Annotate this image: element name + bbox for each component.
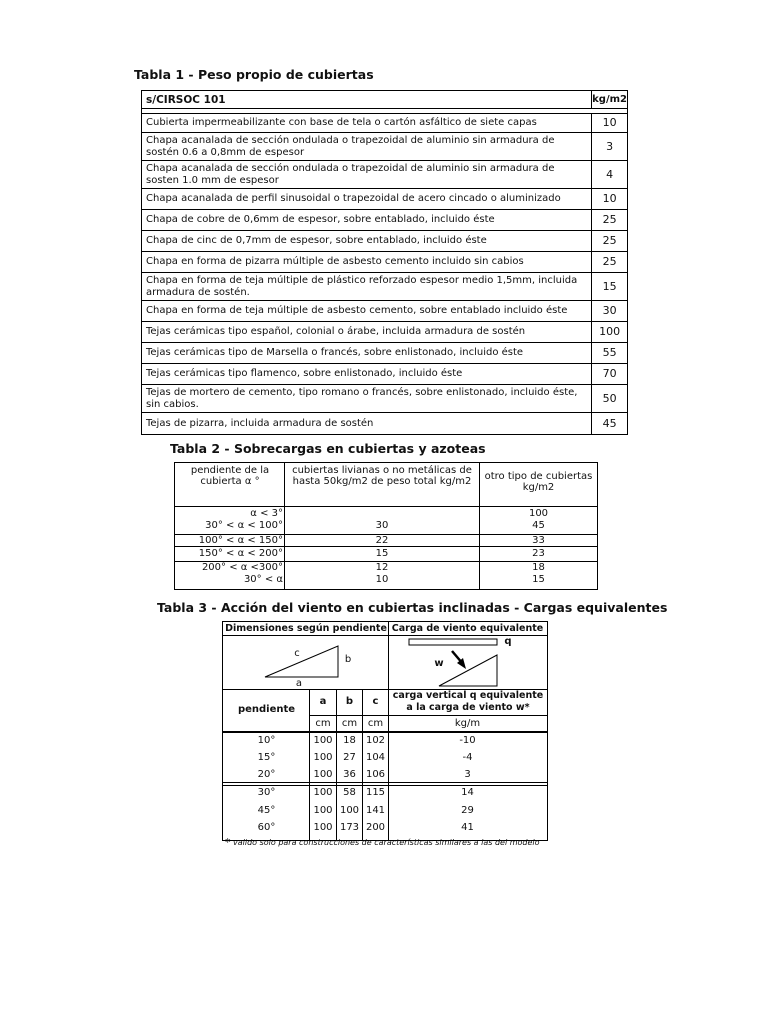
table3-c: 106 [365,769,386,780]
table3-slope: 30° [257,787,276,798]
table2-other: 45 [532,520,545,531]
table-row [142,322,628,343]
table1-desc: Tejas cerámicas tipo español, colonial o árabe, incluida armadura de sostén [142,322,592,343]
label-b: b [344,654,352,665]
table3-q: 3 [464,769,471,780]
table3-c: 141 [365,805,386,816]
table3-q: 14 [461,787,474,798]
table1-value: 55 [592,343,628,364]
table1-desc: Tejas cerámicas tipo de Marsella o francés, sobre enlistonado, incluido éste [142,343,592,364]
table3-b: 27 [343,752,356,763]
table3-left-title: Dimensiones según pendiente [225,623,387,634]
footnote-mark: * [225,836,231,849]
table2-range: 30° < α < 100° [205,520,283,531]
table-row [142,273,628,301]
table1-desc: Cubierta impermeabilizante con base de tela o cartón asfáltico de siete capas [142,114,592,133]
table3-c: 104 [365,752,386,763]
table-row [142,343,628,364]
label-w: w [434,658,444,669]
table3-title: Tabla 3 - Acción del viento en cubiertas inclinadas - Cargas equivalentes [157,600,668,615]
table1 [141,90,628,435]
label-a: a [295,678,303,689]
table3-slope: 45° [257,805,276,816]
table3-q: 29 [461,805,474,816]
table1-header-unit: kg/m2 [592,91,628,109]
table1-desc: Chapa en forma de teja múltiple de asbesto cemento, sobre entablado incluido éste [142,301,592,322]
table3-a: 100 [313,805,333,816]
table3-b: 173 [339,822,360,833]
table1-desc: Tejas de pizarra, incluida armadura de sostén [142,413,592,435]
table-row [142,413,628,435]
table3-a: 100 [313,735,333,746]
table2-range: α < 3° [250,508,283,519]
table2 [174,462,598,590]
table3-q: 41 [461,822,474,833]
unit-c: cm [367,718,384,729]
slope-triangle-diagram [223,636,388,689]
table1-value: 10 [592,114,628,133]
table1-desc: Tejas cerámicas tipo flamenco, sobre enlistonado, incluido éste [142,364,592,385]
table-row [142,364,628,385]
table3 [222,621,548,841]
table3-a: 100 [313,787,333,798]
table1-value: 30 [592,301,628,322]
table1-value: 4 [592,161,628,189]
table2-range: 200° < α <300° [201,562,283,573]
table3-c: 115 [365,787,386,798]
table3-slope: 15° [257,752,276,763]
unit-load: kg/m [454,718,481,729]
table3-slope: 20° [257,769,276,780]
table1-value: 25 [592,252,628,273]
table1-header-label: s/CIRSOC 101 [142,91,592,109]
table2-light: 10 [375,574,389,585]
unit-b: cm [341,718,358,729]
footnote-text: valido solo para construcciones de características similares a las del modelo [233,838,540,847]
table3-q: -4 [462,752,473,763]
table2-light: 12 [375,562,389,573]
table1-value: 15 [592,273,628,301]
table3-a: 100 [313,822,333,833]
table2-light: 15 [375,548,389,559]
table3-b: 100 [339,805,360,816]
table3-header-load: carga vertical q equivalente a la carga de viento w* [392,690,544,713]
table3-c: 200 [365,822,386,833]
table2-other: 33 [532,535,545,546]
table3-slope: 10° [257,735,276,746]
table-row [142,252,628,273]
table3-b: 18 [343,735,356,746]
table2-range: 100° < α < 150° [198,535,283,546]
table2-other: 15 [532,574,545,585]
table2-other: 23 [532,548,545,559]
table1-desc: Tejas de mortero de cemento, tipo romano o francés, sobre enlistonado, incluido éste, sin cabios. [142,385,592,413]
unit-a: cm [315,718,331,729]
table1-desc: Chapa en forma de teja múltiple de plástico reforzado espesor medio 1,5mm, incluida armadura de sostén. [142,273,592,301]
table1-value: 10 [592,189,628,210]
table3-header-c: c [372,696,379,707]
table-row [142,210,628,231]
table1-desc: Chapa de cobre de 0,6mm de espesor, sobre entablado, incluido éste [142,210,592,231]
table1-value: 50 [592,385,628,413]
table2-header-other: otro tipo de cubiertas kg/m2 [484,471,593,493]
table-row [142,133,628,161]
table3-right-title: Carga de viento equivalente [391,623,544,634]
table-row [142,161,628,189]
table-row [142,189,628,210]
table2-light: 30 [375,520,389,531]
table1-value: 100 [592,322,628,343]
table3-c: 102 [365,735,386,746]
table3-b: 36 [343,769,356,780]
table1-desc: Chapa acanalada de perfil sinusoidal o trapezoidal de acero cincado o aluminizado [142,189,592,210]
table1-desc: Chapa acanalada de sección ondulada o trapezoidal de aluminio sin armadura de sostén 0.6 a 0,8mm de espesor [142,133,592,161]
table1-desc: Chapa de cinc de 0,7mm de espesor, sobre entablado, incluido éste [142,231,592,252]
table2-header-light: cubiertas livianas o no metálicas de hasta 50kg/m2 de peso total kg/m2 [292,465,472,487]
table2-other: 18 [532,562,545,573]
table3-a: 100 [313,769,333,780]
table3-a: 100 [313,752,333,763]
table-row [142,231,628,252]
table3-header-b: b [345,696,354,707]
table-row [142,114,628,133]
table1-value: 25 [592,210,628,231]
table1-desc: Chapa acanalada de sección ondulada o trapezoidal de aluminio sin armadura de sosten 1.0 mm de espesor [142,161,592,189]
table2-range: 150° < α < 200° [198,548,283,559]
table1-value: 70 [592,364,628,385]
table3-q: -10 [459,735,476,746]
table3-header-a: a [319,696,327,707]
table-row [142,301,628,322]
table-row [142,385,628,413]
table2-light: 22 [375,535,389,546]
table3-b: 58 [343,787,356,798]
table1-value: 45 [592,413,628,435]
wind-load-diagram [389,636,547,689]
table3-header-slope: pendiente [237,704,296,715]
table3-slope: 60° [257,822,276,833]
table1-title: Tabla 1 - Peso propio de cubiertas [134,67,374,82]
table1-value: 25 [592,231,628,252]
table1-value: 3 [592,133,628,161]
table1-desc: Chapa en forma de pizarra múltiple de asbesto cemento incluido sin cabios [142,252,592,273]
table2-title: Tabla 2 - Sobrecargas en cubiertas y azoteas [170,441,486,456]
table2-header-slope: pendiente de la cubierta α ° [190,465,270,487]
label-c: c [294,648,300,659]
table2-range: 30° < α [243,574,283,585]
label-q: q [504,636,512,647]
table2-other: 100 [528,508,549,519]
